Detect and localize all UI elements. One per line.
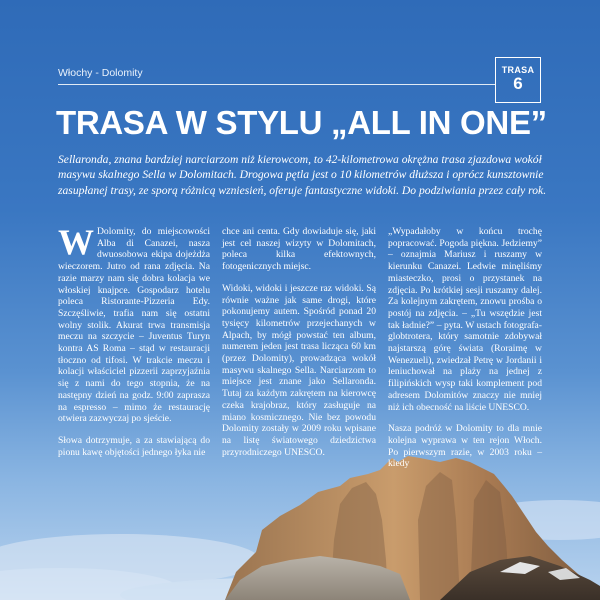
section-label: Włochy - Dolomity [58,67,143,79]
paragraph: „Wypadałoby w końcu trochę popracować. Pogoda piękna. Jedziemy” – oznajmia Mariusz i ruszamy w kierunku Canazei. Ledwie minęliśmy miasteczko, prosi o przystanek na zdjęcia. Po krótkiej sesji ruszamy dalej. Za kolejnym zakrętem, znowu prośba o postój na zdjęcia. – „Tu wszędzie jest tak ładnie?” – pyta. W ustach fotografa-globtrotera, który samotnie zdobywał najstarszą górę świata (Roraimę w Wenezueli), zwiedzał Petrę w Jordanii i leniuchował na plaży na jednej z filipińskich wysp taki komplement pod adresem Dolomitów znaczy nie mniej niż ich obecność na liście UNESCO. [388,226,542,413]
article-column-2 [222,226,376,468]
paragraph: Słowa dotrzymuje, a za stawiającą do pionu kawę objętości jednego łyka nie [58,434,210,458]
header-divider [58,84,495,85]
article-title: TRASA W STYLU „ALL IN ONE” [56,104,547,141]
article-lead: Sellaronda, znana bardziej narciarzom niż kierowcom, to 42-kilometrowa okrężna trasa zjazdowa wokół masywu skalnego Sella w Dolomitach. Drogowa pętla jest o 10 kilometrów dłuższa i oprócz kunsztownie zasupłanej trasy, ze sporą różnicą wzniesień, oferuje fantastyczne widoki. Do podziwiania przez cały rok. [58,153,547,197]
paragraph: Nasza podróż w Dolomity to dla mnie kolejna wyprawa w ten rejon Włoch. Po pierwszym razie, w 2003 roku – kiedy [388,423,542,470]
paragraph [58,222,210,425]
paragraph-text: Dolomity, do miejscowości Alba di Canazei, nasza dwuosobowa ekipa dojeżdża wieczorem. Jutro od rana zdjęcia. Na razie marzy nam się dobra kolacja we włoskiej knajpce. Gospodarz hotelu poleca Ristorante-Pizzeria Edy. Szczęśliwie, trafia nam się ostatni wolny stolik. Akurat trwa transmisja meczu na szczycie – Juventus Turyn kontra AS Roma – stąd w restauracji tłoczno od tifosi. W trakcie meczu i kolacji właściciel pizzerii zaprzyjaźnia się z nami do tego stopnia, że na następny dzień na godz. 9:00 zaprasza na espresso – mimo że restaurację otwiera zazwyczaj po sjeście. [58,226,210,425]
route-badge-label: TRASA [501,65,535,75]
drop-cap: W [58,222,94,262]
article-column-1 [58,222,210,468]
route-badge-number: 6 [513,74,523,93]
route-badge [495,57,541,103]
paragraph: Widoki, widoki i jeszcze raz widoki. Są równie ważne jak same drogi, które pokonujemy autem. Spośród ponad 20 tysięcy kilometrów przejechanych w Alpach, by mógł powstać ten album, numerem jeden jest trasa licząca 60 km (przez Dolomity), prowadząca wokół masywu skalnego Sella. Narciarzom to miejsce jest znane jako Sellaronda. Tutaj za każdym zakrętem na kierowcę czeka krajobraz, który zasługuje na miano kosmicznego. Nie bez powodu Dolomity zostały w 2009 roku wpisane na listę światowego dziedzictwa przyrodniczego UNESCO. [222,282,376,458]
paragraph: chce ani centa. Gdy dowiaduje się, jaki jest cel naszej wizyty w Dolomitach, poleca kilka efektownych, fotogenicznych miejsc. [222,226,376,273]
article-column-3 [388,226,542,480]
